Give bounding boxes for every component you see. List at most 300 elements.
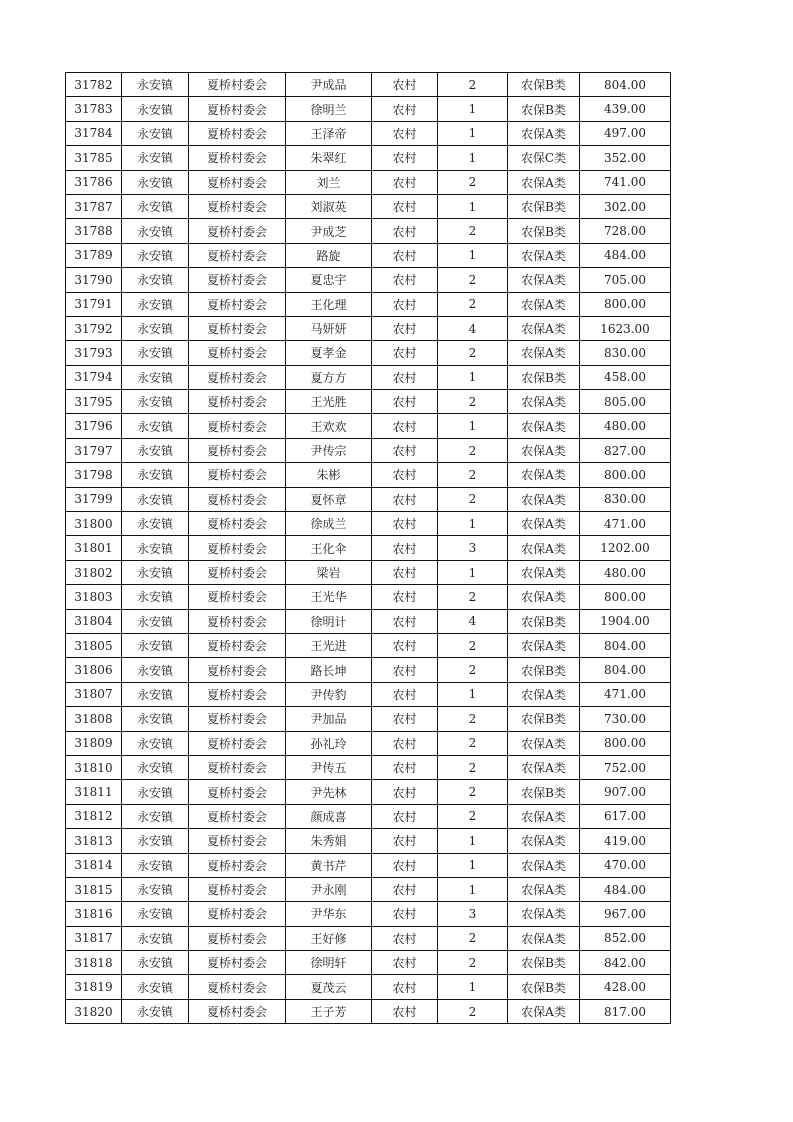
insurance-category-cell: 农保A类 xyxy=(508,292,580,316)
insurance-category-cell: 农保B类 xyxy=(508,707,580,731)
town-cell: 永安镇 xyxy=(122,390,189,414)
table-row xyxy=(66,829,671,853)
table-row xyxy=(66,707,671,731)
town-cell: 永安镇 xyxy=(122,926,189,950)
village-committee-cell: 夏桥村委会 xyxy=(189,658,286,682)
insurance-category-cell: 农保B类 xyxy=(508,194,580,218)
town-cell: 永安镇 xyxy=(122,804,189,828)
table-row xyxy=(66,755,671,779)
town-cell: 永安镇 xyxy=(122,975,189,999)
insurance-category-cell: 农保A类 xyxy=(508,682,580,706)
person-name-cell: 朱翠红 xyxy=(286,146,372,170)
table-row xyxy=(66,219,671,243)
household-count-cell: 2 xyxy=(438,341,508,365)
record-id-cell: 31802 xyxy=(66,560,122,584)
town-cell: 永安镇 xyxy=(122,536,189,560)
village-committee-cell: 夏桥村委会 xyxy=(189,731,286,755)
record-id-cell: 31789 xyxy=(66,243,122,267)
insurance-category-cell: 农保B类 xyxy=(508,73,580,97)
record-id-cell: 31809 xyxy=(66,731,122,755)
household-count-cell: 2 xyxy=(438,219,508,243)
amount-cell: 752.00 xyxy=(580,755,671,779)
household-count-cell: 2 xyxy=(438,658,508,682)
amount-cell: 804.00 xyxy=(580,633,671,657)
area-type-cell: 农村 xyxy=(372,975,438,999)
insurance-category-cell: 农保A类 xyxy=(508,512,580,536)
amount-cell: 419.00 xyxy=(580,829,671,853)
area-type-cell: 农村 xyxy=(372,414,438,438)
insurance-category-cell: 农保B类 xyxy=(508,658,580,682)
person-name-cell: 夏茂云 xyxy=(286,975,372,999)
insurance-category-cell: 农保A类 xyxy=(508,804,580,828)
household-count-cell: 2 xyxy=(438,755,508,779)
town-cell: 永安镇 xyxy=(122,609,189,633)
person-name-cell: 刘兰 xyxy=(286,170,372,194)
area-type-cell: 农村 xyxy=(372,560,438,584)
household-count-cell: 2 xyxy=(438,170,508,194)
insurance-category-cell: 农保A类 xyxy=(508,755,580,779)
record-id-cell: 31804 xyxy=(66,609,122,633)
village-committee-cell: 夏桥村委会 xyxy=(189,194,286,218)
household-count-cell: 2 xyxy=(438,707,508,731)
village-committee-cell: 夏桥村委会 xyxy=(189,780,286,804)
household-count-cell: 2 xyxy=(438,585,508,609)
amount-cell: 967.00 xyxy=(580,902,671,926)
insurance-category-cell: 农保A类 xyxy=(508,341,580,365)
town-cell: 永安镇 xyxy=(122,707,189,731)
table-row xyxy=(66,512,671,536)
household-count-cell: 3 xyxy=(438,902,508,926)
town-cell: 永安镇 xyxy=(122,121,189,145)
household-count-cell: 1 xyxy=(438,146,508,170)
area-type-cell: 农村 xyxy=(372,682,438,706)
table-body xyxy=(66,73,671,1024)
area-type-cell: 农村 xyxy=(372,219,438,243)
table-row xyxy=(66,560,671,584)
town-cell: 永安镇 xyxy=(122,414,189,438)
village-committee-cell: 夏桥村委会 xyxy=(189,390,286,414)
table-row xyxy=(66,438,671,462)
household-count-cell: 1 xyxy=(438,853,508,877)
area-type-cell: 农村 xyxy=(372,633,438,657)
amount-cell: 800.00 xyxy=(580,731,671,755)
village-committee-cell: 夏桥村委会 xyxy=(189,97,286,121)
insurance-category-cell: 农保A类 xyxy=(508,243,580,267)
village-committee-cell: 夏桥村委会 xyxy=(189,804,286,828)
household-count-cell: 2 xyxy=(438,73,508,97)
person-name-cell: 路长坤 xyxy=(286,658,372,682)
insurance-category-cell: 农保A类 xyxy=(508,390,580,414)
record-id-cell: 31800 xyxy=(66,512,122,536)
town-cell: 永安镇 xyxy=(122,585,189,609)
town-cell: 永安镇 xyxy=(122,853,189,877)
village-committee-cell: 夏桥村委会 xyxy=(189,73,286,97)
village-committee-cell: 夏桥村委会 xyxy=(189,682,286,706)
town-cell: 永安镇 xyxy=(122,755,189,779)
table-row xyxy=(66,341,671,365)
village-committee-cell: 夏桥村委会 xyxy=(189,268,286,292)
amount-cell: 1904.00 xyxy=(580,609,671,633)
amount-cell: 471.00 xyxy=(580,682,671,706)
area-type-cell: 农村 xyxy=(372,438,438,462)
village-committee-cell: 夏桥村委会 xyxy=(189,926,286,950)
area-type-cell: 农村 xyxy=(372,877,438,901)
amount-cell: 480.00 xyxy=(580,414,671,438)
town-cell: 永安镇 xyxy=(122,170,189,194)
village-committee-cell: 夏桥村委会 xyxy=(189,609,286,633)
household-count-cell: 2 xyxy=(438,292,508,316)
amount-cell: 1202.00 xyxy=(580,536,671,560)
table-row xyxy=(66,853,671,877)
person-name-cell: 尹华东 xyxy=(286,902,372,926)
amount-cell: 302.00 xyxy=(580,194,671,218)
household-count-cell: 1 xyxy=(438,512,508,536)
record-id-cell: 31808 xyxy=(66,707,122,731)
record-id-cell: 31816 xyxy=(66,902,122,926)
area-type-cell: 农村 xyxy=(372,341,438,365)
amount-cell: 1623.00 xyxy=(580,316,671,340)
area-type-cell: 农村 xyxy=(372,194,438,218)
town-cell: 永安镇 xyxy=(122,731,189,755)
amount-cell: 830.00 xyxy=(580,487,671,511)
record-id-cell: 31793 xyxy=(66,341,122,365)
area-type-cell: 农村 xyxy=(372,902,438,926)
table-row xyxy=(66,658,671,682)
household-count-cell: 1 xyxy=(438,829,508,853)
insurance-category-cell: 农保A类 xyxy=(508,902,580,926)
town-cell: 永安镇 xyxy=(122,97,189,121)
insurance-category-cell: 农保A类 xyxy=(508,853,580,877)
amount-cell: 842.00 xyxy=(580,951,671,975)
village-committee-cell: 夏桥村委会 xyxy=(189,877,286,901)
village-committee-cell: 夏桥村委会 xyxy=(189,365,286,389)
town-cell: 永安镇 xyxy=(122,243,189,267)
record-id-cell: 31805 xyxy=(66,633,122,657)
area-type-cell: 农村 xyxy=(372,609,438,633)
village-committee-cell: 夏桥村委会 xyxy=(189,219,286,243)
insurance-category-cell: 农保A类 xyxy=(508,463,580,487)
insurance-category-cell: 农保C类 xyxy=(508,146,580,170)
amount-cell: 458.00 xyxy=(580,365,671,389)
village-committee-cell: 夏桥村委会 xyxy=(189,975,286,999)
household-count-cell: 4 xyxy=(438,316,508,340)
record-id-cell: 31795 xyxy=(66,390,122,414)
records-table xyxy=(65,72,671,1024)
table-row xyxy=(66,609,671,633)
town-cell: 永安镇 xyxy=(122,219,189,243)
person-name-cell: 王欢欢 xyxy=(286,414,372,438)
village-committee-cell: 夏桥村委会 xyxy=(189,146,286,170)
insurance-category-cell: 农保B类 xyxy=(508,219,580,243)
area-type-cell: 农村 xyxy=(372,97,438,121)
area-type-cell: 农村 xyxy=(372,365,438,389)
household-count-cell: 2 xyxy=(438,780,508,804)
amount-cell: 827.00 xyxy=(580,438,671,462)
village-committee-cell: 夏桥村委会 xyxy=(189,292,286,316)
table-row xyxy=(66,975,671,999)
village-committee-cell: 夏桥村委会 xyxy=(189,463,286,487)
area-type-cell: 农村 xyxy=(372,487,438,511)
person-name-cell: 朱秀娟 xyxy=(286,829,372,853)
table-row xyxy=(66,268,671,292)
town-cell: 永安镇 xyxy=(122,463,189,487)
person-name-cell: 夏忠宇 xyxy=(286,268,372,292)
insurance-category-cell: 农保A类 xyxy=(508,926,580,950)
amount-cell: 730.00 xyxy=(580,707,671,731)
amount-cell: 804.00 xyxy=(580,73,671,97)
village-committee-cell: 夏桥村委会 xyxy=(189,487,286,511)
amount-cell: 484.00 xyxy=(580,243,671,267)
table-row xyxy=(66,365,671,389)
area-type-cell: 农村 xyxy=(372,463,438,487)
table-row xyxy=(66,73,671,97)
record-id-cell: 31818 xyxy=(66,951,122,975)
household-count-cell: 1 xyxy=(438,560,508,584)
record-id-cell: 31806 xyxy=(66,658,122,682)
record-id-cell: 31797 xyxy=(66,438,122,462)
area-type-cell: 农村 xyxy=(372,536,438,560)
town-cell: 永安镇 xyxy=(122,658,189,682)
record-id-cell: 31794 xyxy=(66,365,122,389)
record-id-cell: 31791 xyxy=(66,292,122,316)
village-committee-cell: 夏桥村委会 xyxy=(189,170,286,194)
town-cell: 永安镇 xyxy=(122,292,189,316)
insurance-category-cell: 农保A类 xyxy=(508,121,580,145)
table-row xyxy=(66,780,671,804)
table-row xyxy=(66,536,671,560)
record-id-cell: 31788 xyxy=(66,219,122,243)
person-name-cell: 尹成品 xyxy=(286,73,372,97)
area-type-cell: 农村 xyxy=(372,170,438,194)
record-id-cell: 31790 xyxy=(66,268,122,292)
town-cell: 永安镇 xyxy=(122,780,189,804)
household-count-cell: 1 xyxy=(438,414,508,438)
amount-cell: 428.00 xyxy=(580,975,671,999)
town-cell: 永安镇 xyxy=(122,829,189,853)
household-count-cell: 1 xyxy=(438,877,508,901)
person-name-cell: 尹传五 xyxy=(286,755,372,779)
insurance-category-cell: 农保A类 xyxy=(508,536,580,560)
table-row xyxy=(66,97,671,121)
table-row xyxy=(66,999,671,1023)
table-row xyxy=(66,682,671,706)
insurance-category-cell: 农保A类 xyxy=(508,316,580,340)
area-type-cell: 农村 xyxy=(372,268,438,292)
household-count-cell: 2 xyxy=(438,487,508,511)
person-name-cell: 王子芳 xyxy=(286,999,372,1023)
household-count-cell: 1 xyxy=(438,365,508,389)
amount-cell: 497.00 xyxy=(580,121,671,145)
amount-cell: 617.00 xyxy=(580,804,671,828)
village-committee-cell: 夏桥村委会 xyxy=(189,438,286,462)
household-count-cell: 1 xyxy=(438,243,508,267)
household-count-cell: 2 xyxy=(438,926,508,950)
household-count-cell: 3 xyxy=(438,536,508,560)
person-name-cell: 夏方方 xyxy=(286,365,372,389)
table-row xyxy=(66,585,671,609)
amount-cell: 484.00 xyxy=(580,877,671,901)
area-type-cell: 农村 xyxy=(372,658,438,682)
town-cell: 永安镇 xyxy=(122,268,189,292)
household-count-cell: 1 xyxy=(438,975,508,999)
amount-cell: 800.00 xyxy=(580,585,671,609)
record-id-cell: 31796 xyxy=(66,414,122,438)
table-row xyxy=(66,243,671,267)
table-row xyxy=(66,121,671,145)
table-row xyxy=(66,414,671,438)
person-name-cell: 刘淑英 xyxy=(286,194,372,218)
record-id-cell: 31799 xyxy=(66,487,122,511)
record-id-cell: 31807 xyxy=(66,682,122,706)
person-name-cell: 徐成兰 xyxy=(286,512,372,536)
table-row xyxy=(66,926,671,950)
town-cell: 永安镇 xyxy=(122,951,189,975)
town-cell: 永安镇 xyxy=(122,877,189,901)
village-committee-cell: 夏桥村委会 xyxy=(189,512,286,536)
village-committee-cell: 夏桥村委会 xyxy=(189,853,286,877)
area-type-cell: 农村 xyxy=(372,829,438,853)
person-name-cell: 王光胜 xyxy=(286,390,372,414)
area-type-cell: 农村 xyxy=(372,755,438,779)
area-type-cell: 农村 xyxy=(372,316,438,340)
household-count-cell: 2 xyxy=(438,390,508,414)
person-name-cell: 王泽帝 xyxy=(286,121,372,145)
person-name-cell: 尹先林 xyxy=(286,780,372,804)
town-cell: 永安镇 xyxy=(122,438,189,462)
insurance-category-cell: 农保A类 xyxy=(508,731,580,755)
insurance-category-cell: 农保B类 xyxy=(508,365,580,389)
household-count-cell: 2 xyxy=(438,804,508,828)
table-row xyxy=(66,146,671,170)
record-id-cell: 31787 xyxy=(66,194,122,218)
village-committee-cell: 夏桥村委会 xyxy=(189,341,286,365)
household-count-cell: 1 xyxy=(438,682,508,706)
person-name-cell: 徐明兰 xyxy=(286,97,372,121)
person-name-cell: 颜成喜 xyxy=(286,804,372,828)
insurance-category-cell: 农保A类 xyxy=(508,414,580,438)
record-id-cell: 31785 xyxy=(66,146,122,170)
record-id-cell: 31817 xyxy=(66,926,122,950)
household-count-cell: 2 xyxy=(438,438,508,462)
village-committee-cell: 夏桥村委会 xyxy=(189,755,286,779)
town-cell: 永安镇 xyxy=(122,487,189,511)
record-id-cell: 31782 xyxy=(66,73,122,97)
person-name-cell: 黄书芹 xyxy=(286,853,372,877)
table-row xyxy=(66,316,671,340)
village-committee-cell: 夏桥村委会 xyxy=(189,999,286,1023)
insurance-category-cell: 农保A类 xyxy=(508,633,580,657)
village-committee-cell: 夏桥村委会 xyxy=(189,560,286,584)
amount-cell: 800.00 xyxy=(580,463,671,487)
area-type-cell: 农村 xyxy=(372,707,438,731)
area-type-cell: 农村 xyxy=(372,853,438,877)
table-row xyxy=(66,390,671,414)
table-row xyxy=(66,877,671,901)
town-cell: 永安镇 xyxy=(122,633,189,657)
table-row xyxy=(66,292,671,316)
insurance-category-cell: 农保B类 xyxy=(508,609,580,633)
record-id-cell: 31784 xyxy=(66,121,122,145)
household-count-cell: 1 xyxy=(438,97,508,121)
insurance-category-cell: 农保A类 xyxy=(508,170,580,194)
town-cell: 永安镇 xyxy=(122,194,189,218)
household-count-cell: 2 xyxy=(438,633,508,657)
village-committee-cell: 夏桥村委会 xyxy=(189,414,286,438)
table-row xyxy=(66,194,671,218)
household-count-cell: 2 xyxy=(438,731,508,755)
record-id-cell: 31783 xyxy=(66,97,122,121)
village-committee-cell: 夏桥村委会 xyxy=(189,243,286,267)
household-count-cell: 1 xyxy=(438,121,508,145)
person-name-cell: 梁岩 xyxy=(286,560,372,584)
household-count-cell: 1 xyxy=(438,194,508,218)
amount-cell: 352.00 xyxy=(580,146,671,170)
amount-cell: 439.00 xyxy=(580,97,671,121)
village-committee-cell: 夏桥村委会 xyxy=(189,633,286,657)
insurance-category-cell: 农保B类 xyxy=(508,97,580,121)
person-name-cell: 王化理 xyxy=(286,292,372,316)
village-committee-cell: 夏桥村委会 xyxy=(189,316,286,340)
town-cell: 永安镇 xyxy=(122,512,189,536)
record-id-cell: 31813 xyxy=(66,829,122,853)
town-cell: 永安镇 xyxy=(122,146,189,170)
town-cell: 永安镇 xyxy=(122,365,189,389)
record-id-cell: 31811 xyxy=(66,780,122,804)
person-name-cell: 王好修 xyxy=(286,926,372,950)
area-type-cell: 农村 xyxy=(372,926,438,950)
table-row xyxy=(66,731,671,755)
area-type-cell: 农村 xyxy=(372,121,438,145)
amount-cell: 817.00 xyxy=(580,999,671,1023)
village-committee-cell: 夏桥村委会 xyxy=(189,707,286,731)
person-name-cell: 夏怀章 xyxy=(286,487,372,511)
area-type-cell: 农村 xyxy=(372,146,438,170)
town-cell: 永安镇 xyxy=(122,902,189,926)
area-type-cell: 农村 xyxy=(372,999,438,1023)
town-cell: 永安镇 xyxy=(122,341,189,365)
person-name-cell: 尹加品 xyxy=(286,707,372,731)
amount-cell: 470.00 xyxy=(580,853,671,877)
area-type-cell: 农村 xyxy=(372,780,438,804)
amount-cell: 830.00 xyxy=(580,341,671,365)
village-committee-cell: 夏桥村委会 xyxy=(189,121,286,145)
area-type-cell: 农村 xyxy=(372,243,438,267)
person-name-cell: 尹传豹 xyxy=(286,682,372,706)
village-committee-cell: 夏桥村委会 xyxy=(189,829,286,853)
insurance-category-cell: 农保A类 xyxy=(508,829,580,853)
insurance-category-cell: 农保A类 xyxy=(508,487,580,511)
record-id-cell: 31812 xyxy=(66,804,122,828)
area-type-cell: 农村 xyxy=(372,804,438,828)
record-id-cell: 31810 xyxy=(66,755,122,779)
amount-cell: 804.00 xyxy=(580,658,671,682)
record-id-cell: 31786 xyxy=(66,170,122,194)
insurance-category-cell: 农保B类 xyxy=(508,780,580,804)
area-type-cell: 农村 xyxy=(372,292,438,316)
insurance-category-cell: 农保B类 xyxy=(508,975,580,999)
insurance-category-cell: 农保A类 xyxy=(508,438,580,462)
record-id-cell: 31803 xyxy=(66,585,122,609)
person-name-cell: 王光进 xyxy=(286,633,372,657)
village-committee-cell: 夏桥村委会 xyxy=(189,536,286,560)
table-row xyxy=(66,804,671,828)
area-type-cell: 农村 xyxy=(372,585,438,609)
amount-cell: 480.00 xyxy=(580,560,671,584)
person-name-cell: 尹成芝 xyxy=(286,219,372,243)
record-id-cell: 31820 xyxy=(66,999,122,1023)
insurance-category-cell: 农保A类 xyxy=(508,877,580,901)
amount-cell: 800.00 xyxy=(580,292,671,316)
